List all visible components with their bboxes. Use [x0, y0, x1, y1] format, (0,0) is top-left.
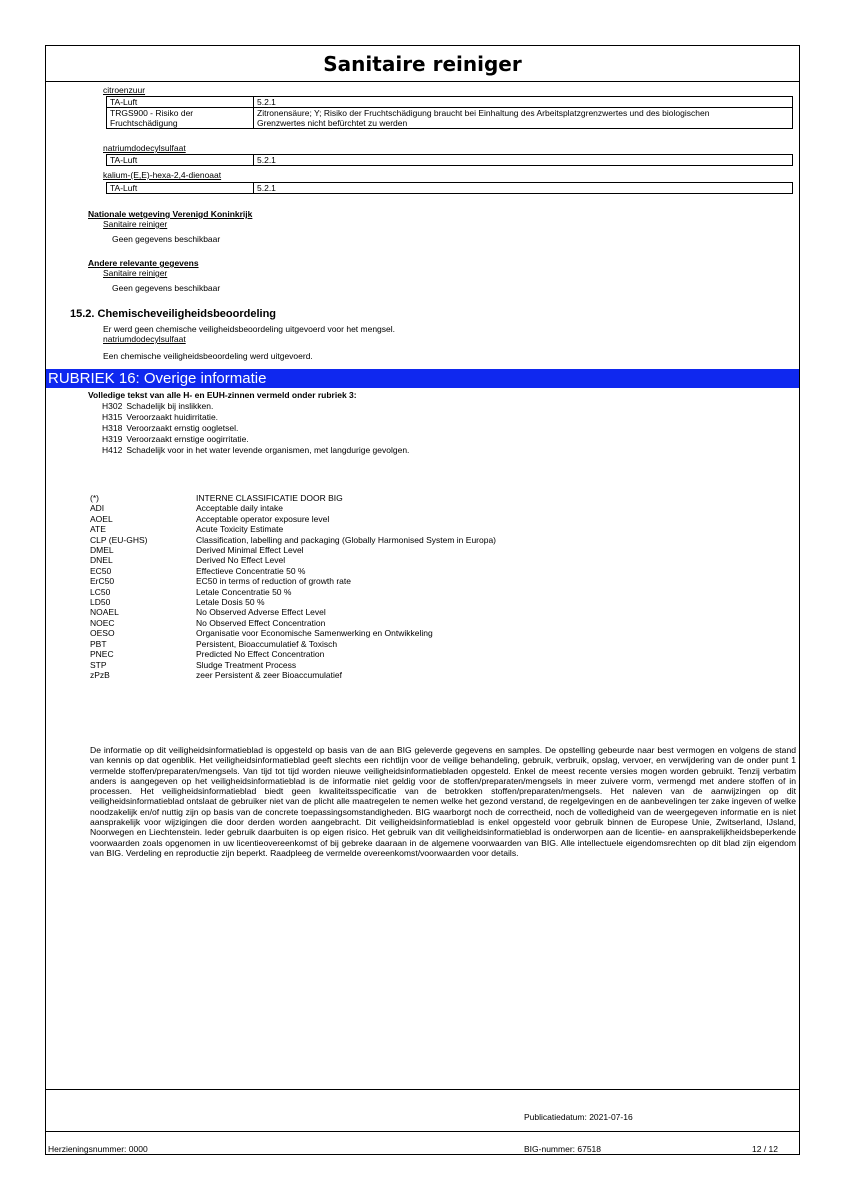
abbreviation-definition: Letale Concentratie 50 % — [196, 586, 292, 597]
big-number: BIG-nummer: 67518 — [524, 1144, 602, 1154]
abbreviation-definition: Organisatie voor Economische Samenwerking en Ontwikkeling — [196, 628, 433, 639]
abbreviation-term: AOEL — [90, 513, 113, 524]
abbreviation-definition: Persistent, Bioaccumulatief & Toxisch — [196, 638, 338, 649]
abbreviation-term: PBT — [90, 638, 107, 649]
table-row — [107, 155, 793, 166]
abbreviation-definition: zeer Persistent & zeer Bioaccumulatief — [196, 669, 342, 680]
abbreviation-term: DMEL — [90, 545, 114, 556]
phrase-code: H315 — [102, 412, 123, 422]
substance-name: natriumdodecylsulfaat — [103, 334, 186, 344]
list-item — [102, 423, 409, 434]
table-row — [107, 97, 793, 108]
phrase-text: Veroorzaakt ernstig oogletsel. — [126, 423, 239, 433]
abbreviation-term: LC50 — [90, 586, 111, 597]
abbreviation-definition: Letale Dosis 50 % — [196, 597, 265, 608]
abbreviation-term: CLP (EU-GHS) — [90, 534, 148, 545]
product-name: Sanitaire reiniger — [103, 219, 168, 229]
table-cell: 5.2.1 — [254, 97, 793, 108]
abbreviation-row — [90, 514, 496, 524]
abbreviation-term: ADI — [90, 503, 105, 514]
table-cell: TA-Luft — [107, 183, 254, 194]
abbreviation-row — [90, 607, 496, 617]
abbreviation-term: NOEC — [90, 617, 115, 628]
section-heading: Nationale wetgeving Verenigd Koninkrijk — [88, 209, 253, 219]
cell-line: Grenzwertes nicht befürchtet zu werden — [257, 118, 408, 128]
cell-line: TRGS900 - Risiko der — [110, 108, 194, 118]
abbreviation-definition: Predicted No Effect Concentration — [196, 649, 325, 660]
table-cell — [254, 108, 793, 129]
abbreviation-row — [90, 566, 496, 576]
section-banner-title: RUBRIEK 16: Overige informatie — [48, 370, 267, 387]
publication-date: Publicatiedatum: 2021-07-16 — [524, 1112, 633, 1122]
abbreviation-row — [90, 670, 496, 680]
table-row — [107, 108, 793, 129]
abbreviation-term: OESO — [90, 628, 115, 639]
abbreviation-row — [90, 597, 496, 607]
abbreviation-term: ErC50 — [90, 576, 115, 587]
phrase-code: H319 — [102, 434, 123, 444]
abbreviation-definition: Classification, labelling and packaging (Globally Harmonised System in Europa) — [196, 534, 497, 545]
phrase-code: H302 — [102, 401, 123, 411]
abbreviation-row — [90, 545, 496, 555]
abbreviation-row — [90, 660, 496, 670]
abbreviation-term: LD50 — [90, 597, 111, 608]
phrase-code: H412 — [102, 445, 123, 455]
phrase-code: H318 — [102, 423, 123, 433]
abbreviation-row — [90, 576, 496, 586]
table-cell: 5.2.1 — [254, 183, 793, 194]
abbreviation-definition: Acute Toxicity Estimate — [196, 524, 284, 535]
cell-line: Zitronensäure; Y; Risiko der Fruchtschädigung braucht bei Einhaltung des Arbeitsplatzgrenzwertes und des biologischen — [257, 108, 710, 118]
abbreviation-term: EC50 — [90, 565, 112, 576]
disclaimer-paragraph: De informatie op dit veiligheidsinformatieblad is opgesteld op basis van de aan BIG geleverde gegevens en samples. De opstelling gebeurde naar best vermogen en volgens de stand van kennis op dat ogenblik. Het veiligheidsinformatieblad geeft slechts een richtlijn voor de veilige behandeling, gebruik, verbruik, opslag, vervoer, en verwijdering van de onder punt 1 vermelde stoffen/preparaten/mengsels. Van tijd tot tijd worden nieuwe veiligheidsinformatiebladen opgesteld. Enkel de meest recente versies mogen worden gebruikt. Tenzij verbatim anders is aangegeven op het veiligheidsinformatieblad is de informatie niet geldig voor de stoffen/preparaten/mengsels in meer zuivere vorm, vermengd met andere stoffen of in processen. Het veiligheidsinformatieblad biedt geen kwaliteitsspecificatie van de betrokken stoffen/preparaten/mengsels. Het naleven van de aanwijzingen op dit veiligheidsinformatieblad ontslaat de gebruiker niet van de plicht alle maatregelen te nemen welke het gezond verstand, de regelgevingen en de aanbevelingen ter zake ingeven of welke noodzakelijk en/of nuttig zijn op basis van de concrete toepassingsomstandigheden. BIG waarborgt noch de correctheid, noch de volledigheid van de weergegeven informatie en is niet aansprakelijk voor wijzigingen die door derden worden aangebracht. Dit veiligheidsinformatieblad is enkel opgesteld voor gebruik binnen de Europese Unie, Zwitserland, IJsland, Noorwegen en Liechtenstein. Ieder gebruik daarbuiten is op eigen risico. Het gebruik van dit veiligheidsinformatieblad is onderworpen aan de licentie- en aansprakelijkheidsbeperkende voorwaarden zoals opgenomen in uw licentieovereenkomst of bij gebreke daaraan in de algemene voorwaarden van BIG. Alle intellectuele eigendomsrechten op dit blad zijn eigendom van BIG. Verdeling en reproductie zijn beperkt. Raadpleeg de vermelde overeenkomst/voorwaarden voor details. — [90, 745, 796, 858]
abbreviation-row — [90, 587, 496, 597]
substance-name: natriumdodecylsulfaat — [103, 143, 186, 153]
abbreviation-definition: Effectieve Concentratie 50 % — [196, 565, 306, 576]
abbreviation-term: DNEL — [90, 555, 113, 566]
abbreviation-row — [90, 639, 496, 649]
section-subheading: Volledige tekst van alle H- en EUH-zinnen vermeld onder rubriek 3: — [88, 390, 357, 400]
abbreviation-row — [90, 628, 496, 638]
substance-name: kalium-(E,E)-hexa-2,4-dienoaat — [103, 170, 222, 180]
abbreviation-definition: INTERNE CLASSIFICATIE DOOR BIG — [196, 493, 343, 503]
abbreviation-term: ATE — [90, 524, 106, 535]
list-item — [102, 434, 409, 445]
abbreviation-row — [90, 618, 496, 628]
abbreviation-definition: Acceptable daily intake — [196, 503, 283, 514]
info-text: Geen gegevens beschikbaar — [112, 234, 221, 244]
info-text: Een chemische veiligheidsbeoordeling werd uitgevoerd. — [103, 351, 313, 361]
cell-line: Fruchtschädigung — [110, 118, 178, 128]
regulation-table — [106, 96, 793, 129]
phrase-text: Veroorzaakt huidirritatie. — [126, 412, 219, 422]
abbreviation-row — [90, 524, 496, 534]
abbreviation-list — [90, 493, 496, 680]
section-heading: 15.2. Chemischeveiligheidsbeoordeling — [70, 308, 277, 320]
page-title: Sanitaire reiniger — [323, 52, 522, 76]
document-header — [46, 46, 799, 82]
table-cell — [107, 108, 254, 129]
list-item — [102, 412, 409, 423]
abbreviation-definition: Derived Minimal Effect Level — [196, 545, 304, 556]
list-item — [102, 401, 409, 412]
abbreviation-definition: Sludge Treatment Process — [196, 659, 297, 670]
abbreviation-definition: No Observed Effect Concentration — [196, 617, 326, 628]
regulation-table — [106, 154, 793, 166]
revision-number: Herzieningsnummer: 0000 — [48, 1144, 148, 1154]
abbreviation-term: PNEC — [90, 649, 114, 660]
table-cell: TA-Luft — [107, 97, 254, 108]
table-row — [107, 183, 793, 194]
phrase-text: Schadelijk voor in het water levende organismen, met langdurige gevolgen. — [126, 445, 410, 455]
substance-name: citroenzuur — [103, 85, 146, 95]
abbreviation-definition: No Observed Adverse Effect Level — [196, 607, 326, 618]
abbreviation-term: NOAEL — [90, 607, 119, 618]
phrase-text: Schadelijk bij inslikken. — [126, 401, 214, 411]
abbreviation-row — [90, 493, 496, 503]
info-text: Er werd geen chemische veiligheidsbeoordeling uitgevoerd voor het mengsel. — [103, 324, 396, 334]
phrase-text: Veroorzaakt ernstige oogirritatie. — [126, 434, 249, 444]
regulation-table — [106, 182, 793, 194]
abbreviation-row — [90, 649, 496, 659]
section-banner — [46, 369, 799, 388]
abbreviation-definition: Acceptable operator exposure level — [196, 513, 330, 524]
table-cell: 5.2.1 — [254, 155, 793, 166]
product-name: Sanitaire reiniger — [103, 268, 168, 278]
page-frame — [45, 45, 800, 1155]
abbreviation-row — [90, 555, 496, 565]
abbreviation-row — [90, 535, 496, 545]
table-cell: TA-Luft — [107, 155, 254, 166]
footer-divider — [46, 1089, 799, 1090]
abbreviation-term: (*) — [90, 493, 99, 503]
section-heading: Andere relevante gegevens — [88, 258, 199, 268]
list-item — [102, 445, 409, 456]
footer-divider — [46, 1131, 799, 1132]
page-number: 12 / 12 — [752, 1144, 778, 1154]
hazard-phrase-list — [102, 401, 409, 456]
info-text: Geen gegevens beschikbaar — [112, 283, 221, 293]
abbreviation-row — [90, 503, 496, 513]
abbreviation-definition: EC50 in terms of reduction of growth rate — [196, 576, 351, 587]
abbreviation-term: STP — [90, 659, 107, 670]
abbreviation-term: zPzB — [90, 669, 110, 680]
abbreviation-definition: Derived No Effect Level — [196, 555, 286, 566]
